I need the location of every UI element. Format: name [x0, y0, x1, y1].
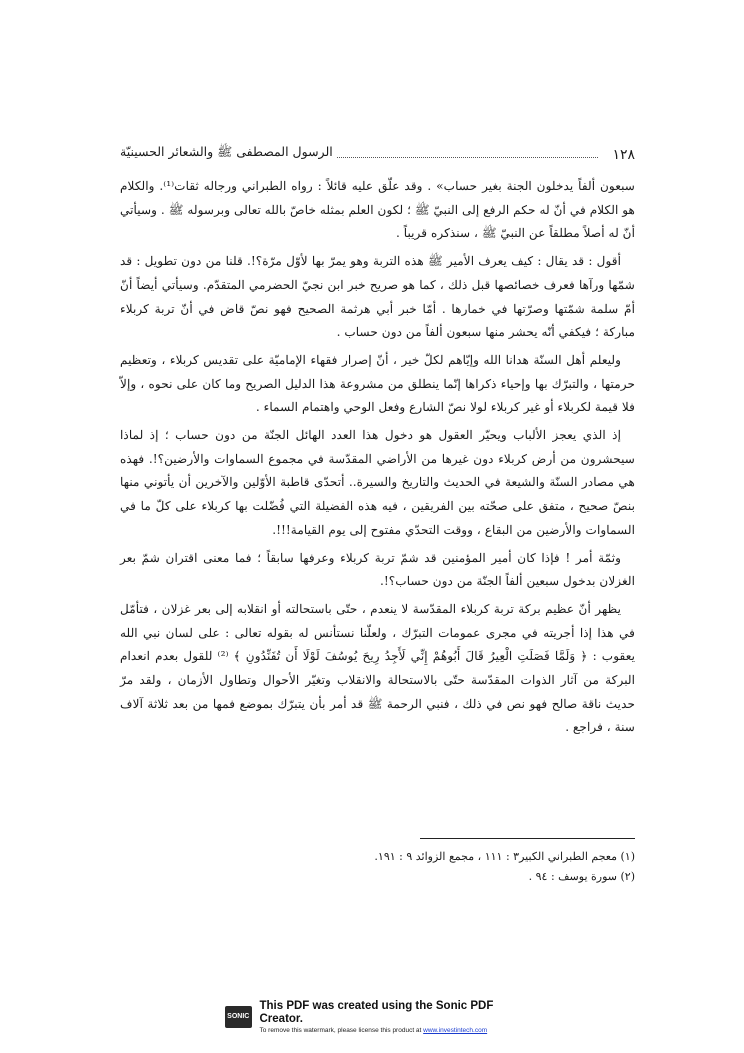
- footnote-2: (٢) سورة يوسف : ٩٤ .: [528, 870, 635, 883]
- page-number: ١٢٨: [612, 147, 635, 163]
- paragraph: يظهر أنّ عظيم بركة تربة كربلاء المقدّسة لا ينعدم ، حتّى باستحالته أو انقلابه إلى بعر غزلان ، فتأمّل في هذا إذا أجريته في مجرى عمومات التبرّك ، ولعلّنا نستأنس له بقوله تعالى : على لسان نبي الله يعقوب : ﴿ وَلَمَّا فَصَلَتِ الْعِيرُ قَالَ أَبُوهُمْ إِنِّي لَأَجِدُ رِيحَ يُوسُفَ لَوْلَا أَن تُفَنِّدُونِ ﴾ ⁽²⁾ للقول بعدم انعدام البركة من آثار الذوات المقدّسة حتّى بالاستحالة والانقلاب وتغيّر الأحوال وتطاول الأزمان ، ولقد مرّ حديث ناقة صالح فهو نص في ذلك ، فنبي الرحمة ﷺ قد أمر بأن يتبرّك بموضع فمها من بعد ثلاثة آلاف سنة ، فراجع .: [120, 601, 635, 735]
- footnote-1: (١) معجم الطبراني الكبير٣ : ١١١ ، مجمع الزوائد ٩ : ١٩١.: [374, 850, 635, 863]
- footnotes: [300, 847, 635, 887]
- paragraph: وثمّة أمر ! فإذا كان أمير المؤمنين قد شمّ تربة كربلاء وعرفها سابقاً ؛ فما معنى اقتران شمّ بعر الغزلان بدخول سبعين ألفاً الجنّة من دون حساب؟!.: [120, 550, 635, 589]
- paragraph: وليعلم أهل السنّة هدانا الله وإيّاهم لكلّ خير ، أنّ إصرار فقهاء الإماميّة على تقديس كربلاء ، وتعظيم حرمتها ، والتبرّك بها وإحياء ذكراها إنّما ينطلق من مشروعة هذا الدليل الصريح وما كان على نحوه ، وإلاّ فلا قيمة لكربلاء أو غير كربلاء لولا نصّ الشارع وفعل الوحي واهتمام السماء .: [120, 352, 635, 415]
- watermark-line1: This PDF was created using the Sonic PDF Creator.: [259, 999, 494, 1025]
- running-title: الرسول المصطفى ﷺ والشعائر الحسينيّة: [120, 144, 333, 159]
- paragraph: سبعون ألفاً يدخلون الجنة بغير حساب» . وقد علّق عليه قائلاً : رواه الطبراني ورجاله ثقات⁽¹⁾. والكلام هو الكلام في أنّ له حكم الرفع إلى النبيّ ﷺ ؛ لكون العلم بمثله خاصّ بالله تعالى وبرسوله ﷺ . وسيأتي أنّ له أصلاً مطلقاً عن النبيّ ﷺ ، سنذكره قريباً .: [120, 179, 636, 241]
- watermark-line2-prefix: To remove this watermark, please license this product at: [259, 1026, 422, 1034]
- footnote-separator: [420, 838, 635, 839]
- sonic-pdf-logo: SONIC PDF: [225, 1006, 252, 1028]
- page-header: [120, 143, 635, 163]
- paragraph: أقول : قد يقال : كيف يعرف الأمير ﷺ هذه التربة وهو يمرّ بها لأوّل مرّة؟!. قلنا من دون تطويل : قد شمّها ورآها فعرف خصائصها قبل ذلك ، كما هو صريح خبر ابن نجيّ الحضرمي المتقدّم. وسيأتي أيضاً أنّ أمّ سلمة شمّتها وصرّتها في خمارها . أمّا خبر أبي هرثمة الصحيح فهو نصّ قاض في أنّ تربة كربلاء مباركة ؛ فيكفي أنّه يحشر منها سبعون ألفاً من دون حساب .: [120, 254, 635, 340]
- pdf-watermark: [225, 999, 525, 1042]
- watermark-line2: [260, 1026, 526, 1035]
- body-text: [120, 175, 635, 744]
- paragraph: إذ الذي يعجز الألباب ويحيّر العقول هو دخول هذا العدد الهائل الجنّة من دون حساب ؛ إذ لماذا سيحشرون من أرض كربلاء دون غيرها من الأراضي المقدّسة في مجموع السماوات والأرضين؟!. فهذه هي مصادر السنّة والشيعة في الحديث والتاريخ والسيرة.. أتحدّى قاطبة الأوّلين والآخرين أن يأتوني منها بنصّ صحيح ، متفق على صحّته بين الفريقين ، فيه هذه الفضيلة التي فُضّلت بها كربلاء على كلّ ما في السماوات والأرضين من البقاع ، ووقت التحدّي مفتوح إلى يوم القيامة!!!.: [120, 428, 635, 537]
- watermark-text: [260, 1000, 526, 1035]
- header-leader-dots: [337, 157, 599, 158]
- watermark-link[interactable]: www.investintech.com: [423, 1026, 488, 1034]
